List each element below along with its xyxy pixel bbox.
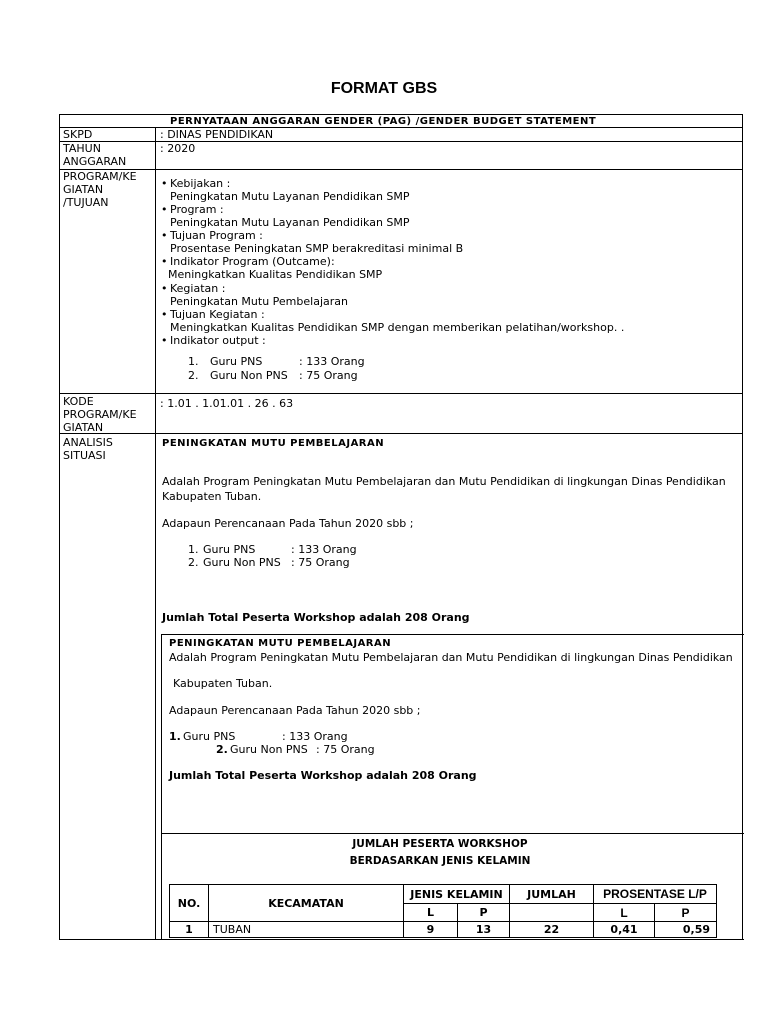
kode-value: : 1.01 . 1.01.01 . 26 . 63 (160, 397, 294, 410)
inner-paragraph: Kabupaten Tuban. (173, 677, 273, 690)
table-cell-no: 1 (169, 921, 209, 938)
analisis-label: ANALISIS (63, 436, 113, 449)
analisis-total: Jumlah Total Peserta Workshop adalah 208 Orang (162, 611, 470, 624)
tahun-label: TAHUN (63, 142, 101, 155)
inner-heading: PENINGKATAN MUTU PEMBELAJARAN (169, 638, 392, 649)
program-label: PROGRAM/KE (63, 170, 137, 183)
kode-label: KODE (63, 395, 94, 408)
kebijakan-value: Peningkatan Mutu Layanan Pendidikan SMP (170, 190, 410, 203)
inner-paragraph: Adalah Program Peningkatan Mutu Pembelajaran dan Mutu Pendidikan di lingkungan Dinas Pendidikan (169, 651, 733, 664)
col-header-kecamatan: KECAMATAN (208, 884, 404, 922)
analisis-item-value: : 133 Orang (291, 543, 357, 556)
tujuan-heading: • Tujuan Program : (170, 229, 263, 242)
tahun-label: ANGGARAN (63, 155, 127, 168)
output-item-value: : 75 Orang (299, 369, 358, 382)
analisis-item-num: 2. (188, 556, 199, 569)
indikator-value: Meningkatkan Kualitas Pendidikan SMP (168, 268, 383, 281)
analisis-label: SITUASI (63, 449, 106, 462)
analisis-item-num: 1. (188, 543, 199, 556)
table-cell-jumlah: 22 (509, 921, 594, 938)
table-cell-pct-p: 0,59 (654, 921, 717, 938)
inner-item-num: 1. (169, 730, 181, 743)
kebijakan-heading: • Kebijakan : (170, 177, 230, 190)
col-header-prosentase: PROSENTASE L/P (593, 884, 717, 904)
tahun-value: : 2020 (160, 142, 196, 155)
col-header-pct-p: P (654, 903, 717, 922)
statement-header: PERNYATAAN ANGGARAN GENDER (PAG) /GENDER BUDGET STATEMENT (170, 116, 597, 127)
col-header-jenis-kelamin: JENIS KELAMIN (403, 884, 510, 904)
output-item-value: : 133 Orang (299, 355, 365, 368)
program-heading: • Program : (170, 203, 224, 216)
kegiatan-heading: • Kegiatan : (170, 282, 225, 295)
table-cell-pct-l: 0,41 (593, 921, 655, 938)
program-label: /TUJUAN (63, 196, 109, 209)
program-label: GIATAN (63, 183, 104, 196)
table-cell-l: 9 (403, 921, 458, 938)
participant-table (169, 884, 717, 938)
tujuan-kegiatan-heading: • Tujuan Kegiatan : (170, 308, 265, 321)
analisis-item-label: Guru PNS (203, 543, 256, 556)
col-header-no: NO. (169, 884, 209, 922)
workshop-title: JUMLAH PESERTA WORKSHOP (352, 838, 528, 850)
inner-item-value: : 75 Orang (316, 743, 375, 756)
col-header-l: L (403, 903, 458, 922)
inner-item-label: Guru Non PNS (230, 743, 308, 756)
output-item-label: Guru PNS (210, 355, 263, 368)
skpd-value: : DINAS PENDIDIKAN (160, 128, 274, 141)
table-cell-kecamatan: TUBAN (208, 921, 404, 938)
tujuan-kegiatan-value: Meningkatkan Kualitas Pendidikan SMP dengan memberikan pelatihan/workshop. . (170, 321, 625, 334)
inner-item-value: : 133 Orang (282, 730, 348, 743)
tujuan-value: Prosentase Peningkatan SMP berakreditasi minimal B (170, 242, 464, 255)
col-header-jumlah: JUMLAH (509, 884, 594, 904)
analisis-heading: PENINGKATAN MUTU PEMBELAJARAN (162, 438, 385, 449)
output-heading: • Indikator output : (170, 334, 266, 347)
program-value: Peningkatan Mutu Layanan Pendidikan SMP (170, 216, 410, 229)
inner-total: Jumlah Total Peserta Workshop adalah 208 Orang (169, 769, 477, 782)
column-divider (155, 127, 156, 940)
table-cell-p: 13 (457, 921, 510, 938)
inner-item-label: Guru PNS (183, 730, 236, 743)
kode-label: GIATAN (63, 421, 104, 434)
page-title: FORMAT GBS (330, 80, 438, 97)
divider (59, 433, 743, 434)
output-item-num: 2. (188, 369, 199, 382)
analisis-item-label: Guru Non PNS (203, 556, 281, 569)
kegiatan-value: Peningkatan Mutu Pembelajaran (170, 295, 348, 308)
analisis-paragraph: Adapaun Perencanaan Pada Tahun 2020 sbb ; (162, 517, 414, 530)
divider (59, 169, 743, 170)
analisis-paragraph: Kabupaten Tuban. (162, 490, 262, 503)
divider (161, 833, 744, 834)
analisis-item-value: : 75 Orang (291, 556, 350, 569)
kode-label: PROGRAM/KE (63, 408, 137, 421)
col-header-p: P (457, 903, 510, 922)
divider (59, 393, 743, 394)
output-item-num: 1. (188, 355, 199, 368)
col-header-pct-l: L (593, 903, 655, 922)
col-header-jumlah-sub (509, 903, 594, 922)
inner-paragraph: Adapaun Perencanaan Pada Tahun 2020 sbb ; (169, 704, 421, 717)
indikator-heading: • Indikator Program (Outcame): (170, 255, 335, 268)
output-item-label: Guru Non PNS (210, 369, 288, 382)
inner-item-num: 2. (216, 743, 228, 756)
analisis-paragraph: Adalah Program Peningkatan Mutu Pembelajaran dan Mutu Pendidikan di lingkungan Dinas Pendidikan (162, 475, 726, 488)
skpd-label: SKPD (63, 128, 93, 141)
workshop-subtitle: BERDASARKAN JENIS KELAMIN (349, 855, 531, 867)
